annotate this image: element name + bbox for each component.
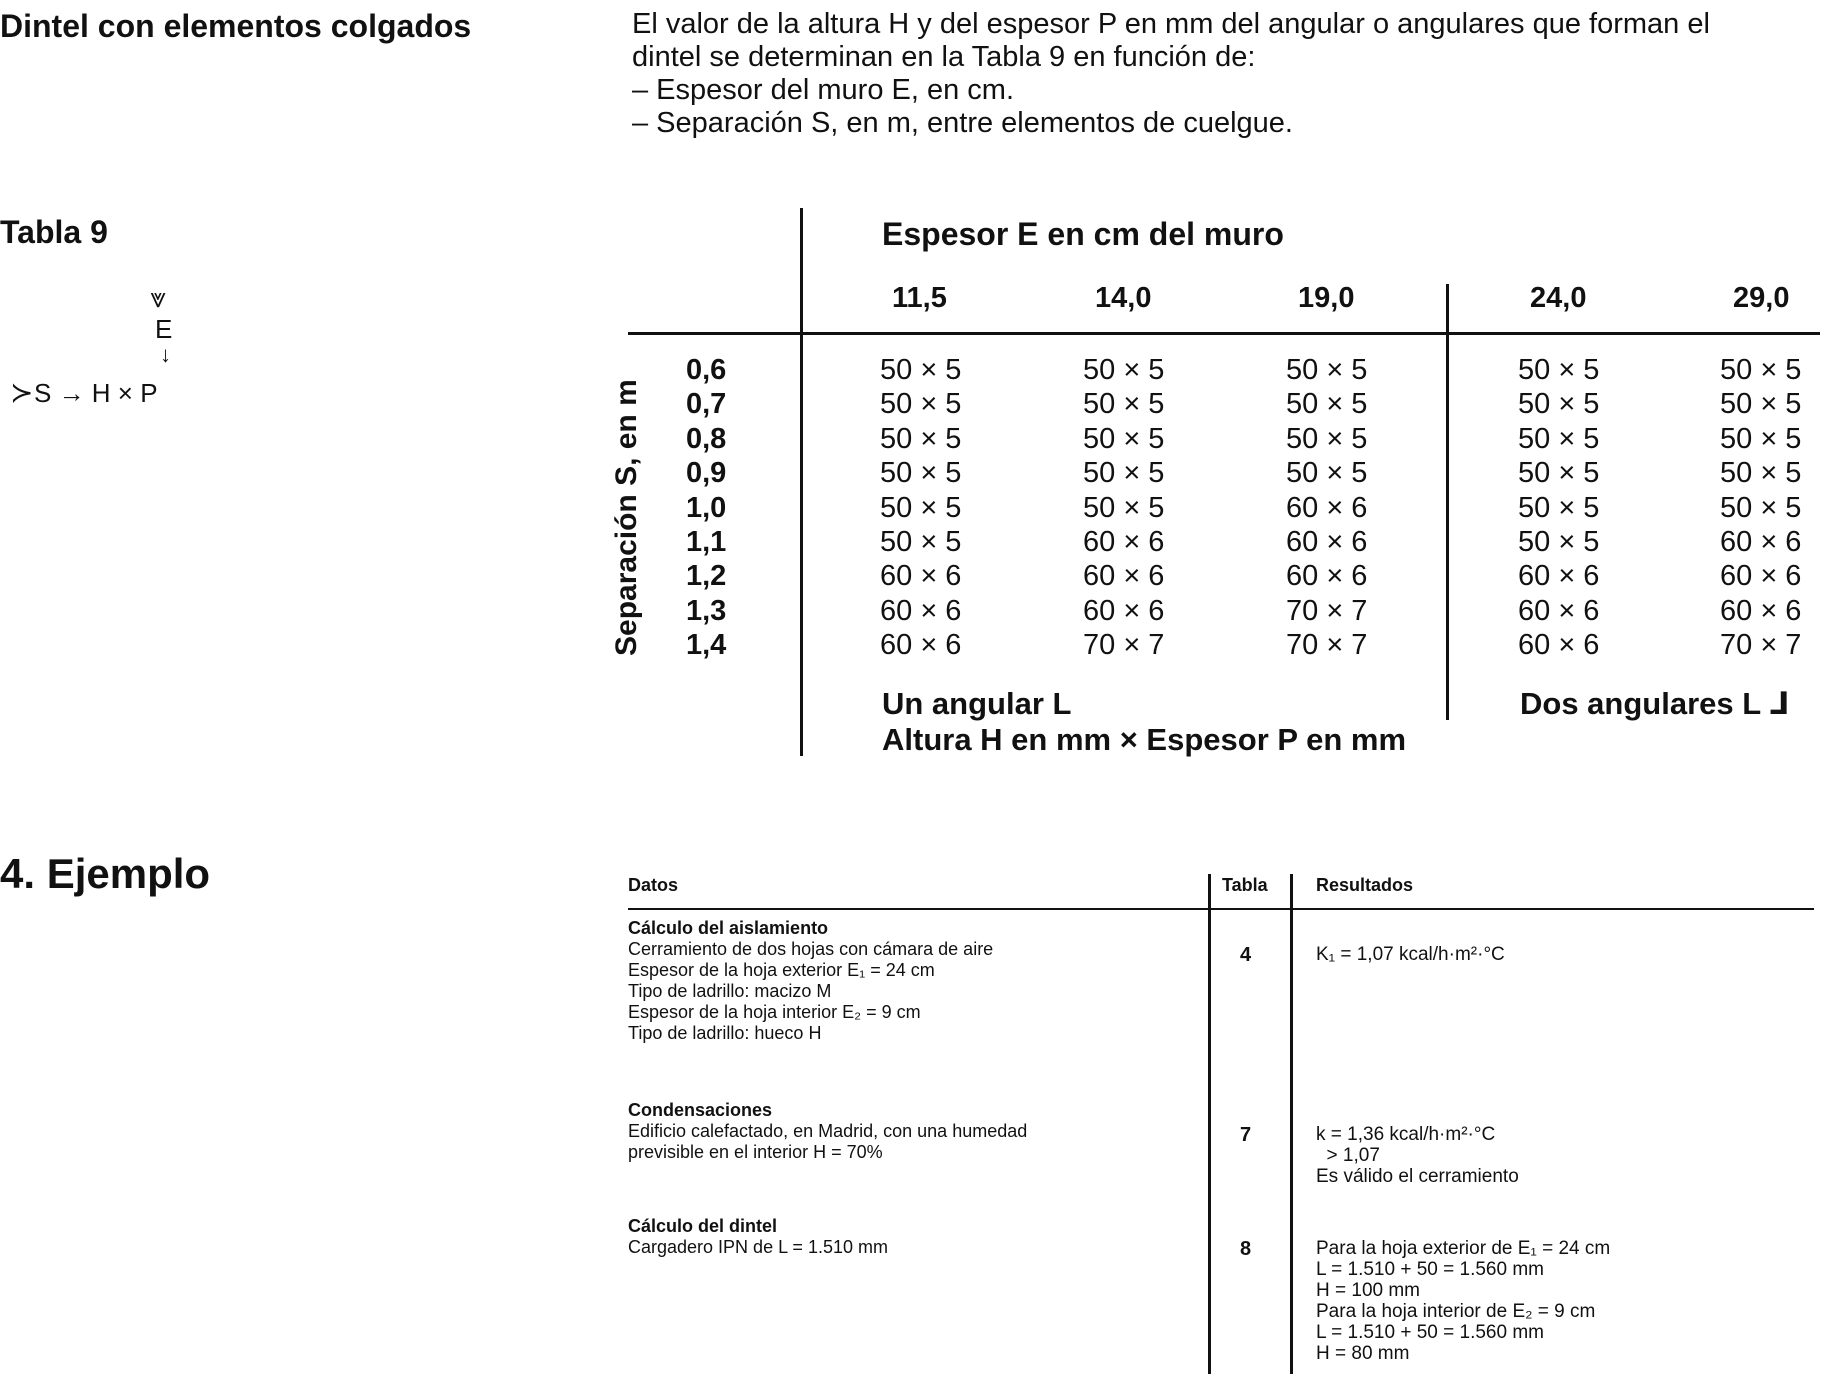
- row-label: 1,0: [686, 491, 727, 524]
- table-cell: 50 × 5: [880, 388, 962, 421]
- table-cell: 70 × 7: [1720, 629, 1802, 662]
- intro-line: El valor de la altura H y del espesor P en mm del angular o angulares que forman el: [632, 8, 1710, 40]
- table-cell: 50 × 5: [880, 422, 962, 455]
- table-cell: 50 × 5: [1286, 422, 1368, 455]
- resultado-block: [1316, 1124, 1519, 1187]
- datos-header: Datos: [628, 875, 679, 895]
- ejemplo-title: 4. Ejemplo: [0, 850, 211, 897]
- table-cell: 50 × 5: [1286, 388, 1368, 421]
- table-cell: 50 × 5: [1720, 388, 1802, 421]
- table-cell: 60 × 6: [1518, 629, 1600, 662]
- legend-e: E: [155, 314, 173, 344]
- resultado-line: k = 1,36 kcal/h·m²·°C: [1316, 1124, 1496, 1145]
- table-cell: 50 × 5: [880, 526, 962, 558]
- table-cell: 50 × 5: [1083, 491, 1165, 524]
- row-label: 1,1: [686, 526, 727, 558]
- resultado-line: L = 1.510 + 50 = 1.560 mm: [1316, 1322, 1544, 1343]
- block-line: Cerramiento de dos hojas con cámara de aire: [628, 939, 994, 959]
- block-line: Edificio calefactado, en Madrid, con una humedad: [628, 1121, 1028, 1141]
- resultado-line: > 1,07: [1316, 1145, 1380, 1166]
- row-label: 1,4: [686, 629, 727, 662]
- section-title: Dintel con elementos colgados: [0, 8, 472, 44]
- resultado-line: K₁ = 1,07 kcal/h·m²·°C: [1316, 944, 1505, 965]
- tabla-number: 7: [1240, 1124, 1252, 1146]
- table-cell: 50 × 5: [1083, 457, 1165, 490]
- datos-block: [628, 1100, 1027, 1163]
- column-header: 19,0: [1298, 282, 1355, 314]
- tabla-number: 4: [1240, 944, 1252, 966]
- ejemplo-divider-left: [1208, 874, 1211, 1374]
- table-cell: 60 × 6: [1286, 560, 1368, 593]
- table9-footer-left: [882, 686, 1406, 758]
- resultado-block: [1316, 1238, 1610, 1364]
- table-cell: 60 × 6: [1720, 594, 1802, 627]
- table9-header-rule: [628, 332, 1820, 335]
- table-cell: 50 × 5: [1083, 354, 1165, 386]
- table-cell: 60 × 6: [880, 629, 962, 662]
- tabla-number: 8: [1240, 1238, 1252, 1260]
- table-cell: 60 × 6: [880, 594, 962, 627]
- column-header: 11,5: [892, 282, 947, 314]
- column-header: 29,0: [1733, 282, 1790, 314]
- block-title: Condensaciones: [628, 1100, 773, 1120]
- row-label: 0,8: [686, 422, 727, 455]
- row-axis-label: Separación S, en m: [610, 379, 643, 656]
- intro-line: dintel se determinan en la Tabla 9 en función de:: [632, 41, 1256, 73]
- resultado-block: [1316, 944, 1505, 965]
- table-cell: 60 × 6: [1286, 526, 1368, 558]
- block-title: Cálculo del dintel: [628, 1216, 778, 1236]
- tabla-header: Tabla: [1222, 875, 1268, 895]
- right-arrow-icon: ≻: [10, 377, 34, 408]
- table-cell: 50 × 5: [1518, 422, 1600, 455]
- block-title: Cálculo del aislamiento: [628, 918, 829, 938]
- ejemplo-divider-right: [1290, 874, 1293, 1374]
- resultado-line: Es válido el cerramiento: [1316, 1166, 1519, 1187]
- footer-line: Un angular L: [882, 686, 1072, 721]
- datos-block: [628, 918, 993, 1044]
- table-cell: 60 × 6: [1720, 560, 1802, 593]
- table-cell: 50 × 5: [1518, 491, 1600, 524]
- table-cell: 60 × 6: [880, 560, 962, 593]
- resultado-line: Para la hoja exterior de E₁ = 24 cm: [1316, 1238, 1611, 1259]
- intro-line: – Separación S, en m, entre elementos de cuelgue.: [632, 107, 1293, 139]
- table-cell: 50 × 5: [1518, 457, 1600, 490]
- table-cell: 50 × 5: [880, 354, 962, 386]
- row-label: 0,9: [686, 457, 727, 490]
- resultado-line: Para la hoja interior de E₂ = 9 cm: [1316, 1301, 1596, 1322]
- table-cell: 70 × 7: [1286, 629, 1368, 662]
- table9-divider-middle: [1446, 284, 1449, 720]
- table-cell: 50 × 5: [1518, 388, 1600, 421]
- resultado-line: L = 1.510 + 50 = 1.560 mm: [1316, 1259, 1544, 1280]
- table-cell: 60 × 6: [1720, 526, 1802, 558]
- block-line: Espesor de la hoja exterior E₁ = 24 cm: [628, 960, 935, 980]
- table-cell: 50 × 5: [1083, 422, 1165, 455]
- table9-header: Espesor E en cm del muro: [882, 216, 1284, 252]
- intro-line: – Espesor del muro E, en cm.: [632, 74, 1014, 106]
- table-cell: 50 × 5: [1286, 354, 1368, 386]
- table-cell: 50 × 5: [1518, 526, 1600, 558]
- table-cell: 60 × 6: [1083, 560, 1165, 593]
- table9-divider-left: [800, 208, 803, 756]
- row-label: 0,7: [686, 388, 727, 421]
- block-line: Tipo de ladrillo: macizo M: [628, 981, 832, 1001]
- table-cell: 50 × 5: [1720, 457, 1802, 490]
- intro-paragraph: [632, 8, 1710, 140]
- table-cell: 60 × 6: [1518, 594, 1600, 627]
- datos-block: [628, 1216, 888, 1258]
- legend-formula: S → H × P: [34, 378, 158, 408]
- table-cell: 60 × 6: [1518, 560, 1600, 593]
- table-cell: 50 × 5: [880, 457, 962, 490]
- row-label: 0,6: [686, 354, 727, 386]
- table-cell: 50 × 5: [1720, 491, 1802, 524]
- table-cell: 50 × 5: [1083, 388, 1165, 421]
- column-header: 14,0: [1095, 282, 1152, 314]
- resultado-line: H = 100 mm: [1316, 1280, 1421, 1301]
- table-cell: 70 × 7: [1286, 594, 1368, 627]
- resultados-header: Resultados: [1316, 875, 1414, 895]
- table-cell: 60 × 6: [1083, 594, 1165, 627]
- table-cell: 60 × 6: [1083, 526, 1165, 558]
- table9-title: Tabla 9: [0, 214, 108, 250]
- table-cell: 50 × 5: [1720, 422, 1802, 455]
- ejemplo-header-rule: [628, 908, 1814, 910]
- block-line: Tipo de ladrillo: hueco H: [628, 1023, 822, 1043]
- block-line: Cargadero IPN de L = 1.510 mm: [628, 1237, 888, 1257]
- table-cell: 50 × 5: [880, 491, 962, 524]
- column-header: 24,0: [1530, 282, 1587, 314]
- row-label: 1,2: [686, 560, 727, 593]
- table-cell: 70 × 7: [1083, 629, 1165, 662]
- footer-line: Altura H en mm × Espesor P en mm: [882, 722, 1407, 757]
- block-line: previsible en el interior H = 70%: [628, 1142, 883, 1162]
- block-line: Espesor de la hoja interior E₂ = 9 cm: [628, 1002, 921, 1022]
- table9-footer-right: Dos angulares L ⅃: [1520, 686, 1789, 721]
- down-arrow-icon: ⩔: [150, 282, 166, 313]
- resultado-line: H = 80 mm: [1316, 1343, 1410, 1364]
- table-cell: 60 × 6: [1286, 491, 1368, 524]
- row-label: 1,3: [686, 594, 727, 627]
- table-cell: 50 × 5: [1518, 354, 1600, 386]
- table-cell: 50 × 5: [1286, 457, 1368, 490]
- table-cell: 50 × 5: [1720, 354, 1802, 386]
- down-arrow-icon: ↓: [160, 342, 171, 367]
